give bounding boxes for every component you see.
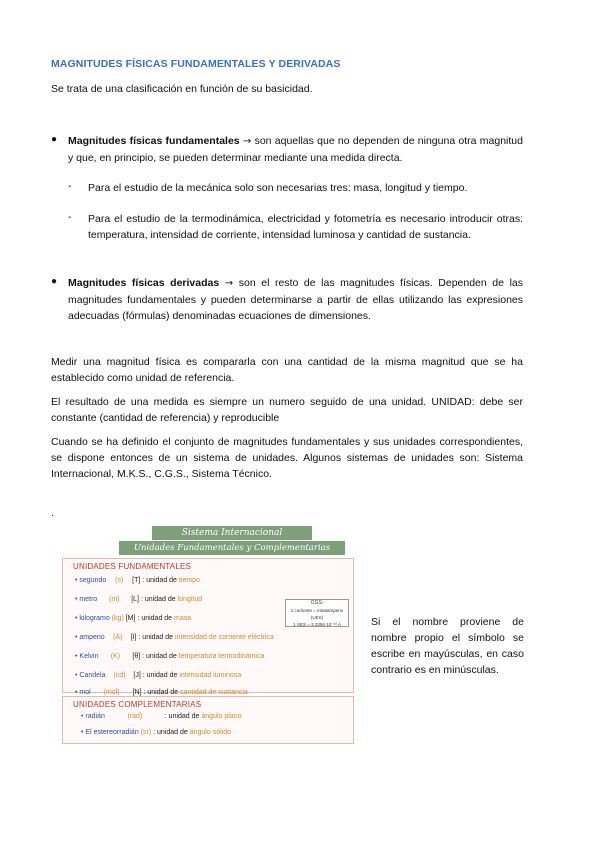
unit-dimension: [θ]	[132, 653, 141, 660]
unit-symbol: (s)	[115, 577, 124, 584]
cgs-line: 1 UES = 3,3356·10⁻¹⁰ A	[292, 622, 342, 627]
unit-name: Candela	[79, 672, 106, 679]
unit-symbol: (rad)	[127, 713, 143, 720]
arrow-icon: →	[242, 136, 252, 147]
unit-of-label: unidad de	[144, 596, 176, 603]
unit-row: • amperio (A) [I] : unidad de intensidad de corriente eléctrica	[75, 634, 274, 641]
unit-of-label: unidad de	[142, 634, 174, 641]
unit-name: radián	[85, 713, 105, 720]
cgs-title: CGS:	[310, 600, 324, 606]
unit-row: • Kelvin (K) [θ] : unidad de temperatura termodinámica	[75, 653, 265, 660]
bullet-dot: ●	[51, 134, 58, 145]
figure-header	[133, 526, 331, 556]
figure-header-subtitle: Unidades Fundamentales y Complementarias	[119, 541, 345, 555]
cgs-note-box	[285, 599, 349, 627]
unit-symbol: (cd)	[113, 672, 126, 679]
unit-dimension: [I]	[130, 634, 137, 641]
bullet-text: son el resto de las magnitudes físicas. Dependen de las magnitudes fundamentales y pueden determinarse a partir de ellas utilizando las expresiones adecuadas (fórmulas) denominadas ecuaciones de dimensiones.	[68, 277, 523, 322]
bullet-fundamentales	[68, 133, 523, 166]
dash-marker: -	[68, 211, 72, 223]
unit-name: segundo	[79, 577, 107, 584]
unit-row: • radián (rad) : unidad de ángulo plano	[81, 713, 242, 720]
figure-header-title: Sistema Internacional	[152, 526, 312, 540]
unit-name: mol	[79, 689, 91, 696]
unit-name: El estereorradián	[85, 729, 139, 736]
paragraph: Medir una magnitud física es compararla con una cantidad de la misma magnitud que se ha establecido como unidad de referencia.	[51, 356, 523, 384]
unit-dimension: [N]	[132, 689, 142, 696]
page-title: MAGNITUDES FÍSICAS FUNDAMENTALES Y DERIVADAS	[51, 58, 341, 70]
dash-marker: -	[68, 180, 72, 192]
intro-text: Se trata de una clasificación en función de su basicidad.	[51, 83, 313, 95]
unit-symbol: (A)	[112, 634, 123, 641]
complementary-units-title: UNIDADES COMPLEMENTARIAS	[73, 700, 202, 709]
arrow-icon: →	[224, 278, 234, 289]
si-units-figure	[62, 526, 355, 744]
unit-of-label: unidad de	[168, 713, 200, 720]
unit-symbol: (K)	[110, 653, 121, 660]
paragraph: El resultado de una medida es siempre un numero seguido de una unidad. UNIDAD: debe ser constante (cantidad de referencia) y reproducible	[51, 396, 523, 424]
unit-dimension: [J]	[133, 672, 141, 679]
stray-mark: .	[51, 508, 54, 519]
unit-of-label: unidad de	[146, 672, 178, 679]
term-derivadas: Magnitudes físicas derivadas	[68, 277, 220, 289]
unit-name: kilogramo	[79, 615, 110, 622]
unit-name: Kelvin	[79, 653, 99, 660]
unit-of-label: unidad de	[141, 615, 173, 622]
term-fundamentales: Magnitudes físicas fundamentales	[68, 135, 240, 147]
unit-dimension: [L]	[131, 596, 140, 603]
unit-dimension: [T]	[132, 577, 141, 584]
unit-symbol: (mol)	[103, 689, 120, 696]
unit-magnitude: ángulo sólido	[189, 729, 231, 736]
fundamental-units-box	[62, 558, 354, 696]
subitem: Para el estudio de la termodinámica, electricidad y fotometría es necesario introducir otras: temperatura, intensidad de corriente, intensidad luminosa y cantidad de sustancia.	[88, 213, 523, 241]
unit-row: • mol (mol) [N] : unidad de cantidad de sustancia	[75, 689, 248, 696]
unit-magnitude: tiempo	[178, 577, 200, 584]
unit-row: • segundo (s) [T] : unidad de tiempo	[75, 577, 200, 584]
unit-symbol: (m)	[109, 596, 120, 603]
unit-row: • El estereorradián (sr) : unidad de ángulo sólido	[81, 729, 231, 736]
paragraph: Cuando se ha definido el conjunto de magnitudes fundamentales y sus unidades correspondientes, se dispone entonces de un sistema de unidades. Algunos sistemas de unidades son: Sistema Internacional, M.K.S., C.G.S., Sistema Técnico.	[51, 436, 523, 480]
bullet-dot: ●	[51, 276, 58, 287]
unit-symbol: (kg)	[111, 615, 124, 622]
cgs-line: 1 corriente = estatamperio (UES)	[290, 608, 344, 620]
unit-row: • kilogramo (kg) [M] : unidad de masa	[75, 615, 192, 622]
fundamental-units-title: UNIDADES FUNDAMENTALES	[73, 562, 192, 571]
subitem: Para el estudio de la mecánica solo son necesarias tres: masa, longitud y tiempo.	[88, 182, 468, 194]
unit-magnitude: temperatura termodinámica	[178, 653, 265, 660]
unit-row: • Candela (cd) [J] : unidad de intensidad luminosa	[75, 672, 242, 679]
bullet-derivadas	[68, 275, 523, 324]
unit-magnitude: masa	[174, 615, 192, 622]
unit-magnitude: intensidad luminosa	[179, 672, 242, 679]
unit-magnitude: longitud	[177, 596, 203, 603]
unit-of-label: unidad de	[147, 689, 179, 696]
unit-symbol: (sr)	[140, 729, 152, 736]
unit-row: • metro (m) [L] : unidad de longitud	[75, 596, 203, 603]
unit-magnitude: ángulo plano	[201, 713, 242, 720]
unit-dimension: [M]	[125, 615, 136, 622]
unit-magnitude: intensidad de corriente eléctrica	[175, 634, 274, 641]
complementary-units-box	[62, 696, 354, 744]
unit-of-label: unidad de	[146, 653, 177, 660]
unit-name: amperio	[79, 634, 105, 641]
bullet-text: son aquellas que no dependen de ninguna otra magnitud y que, en principio, se pueden determinar mediante una medida directa.	[68, 135, 523, 164]
unit-name: metro	[79, 596, 98, 603]
unit-of-label: unidad de	[146, 577, 177, 584]
unit-magnitude: cantidad de sustancia	[180, 689, 248, 696]
side-note: Si el nombre proviene de nombre propio el símbolo se escribe en mayúsculas, en caso contrario es en minúsculas.	[371, 616, 524, 676]
unit-of-label: unidad de	[157, 729, 188, 736]
